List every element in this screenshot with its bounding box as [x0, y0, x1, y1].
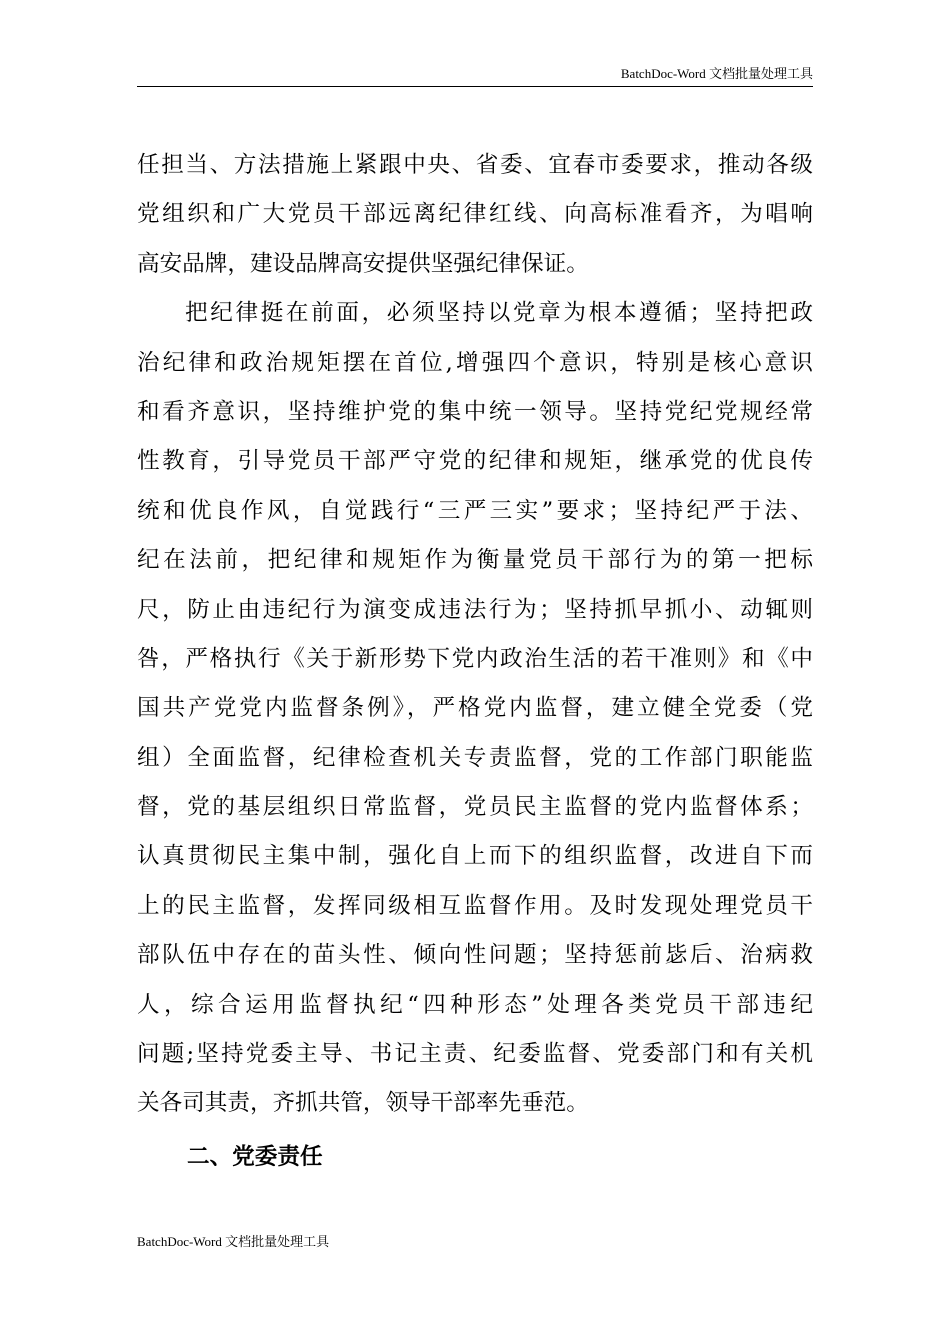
body-text — [137, 141, 813, 1129]
paragraph-line: 人，综合运用监督执纪“四种形态”处理各类党员干部违纪 — [137, 991, 813, 1018]
paragraph-line: 性教育，引导党员干部严守党的纪律和规矩，继承党的优良传 — [137, 448, 813, 475]
paragraph-line: 和看齐意识，坚持维护党的集中统一领导。坚持党纪党规经常 — [137, 398, 813, 425]
paragraph-line: 统和优良作风，自觉践行“三严三实”要求；坚持纪严于法、 — [137, 497, 813, 524]
paragraph-line: 咎，严格执行《关于新形势下党内政治生活的若干准则》和《中 — [137, 645, 813, 672]
paragraph-line: 组）全面监督，纪律检查机关专责监督，党的工作部门职能监 — [137, 744, 813, 771]
page-footer: BatchDoc-Word 文档批量处理工具 — [137, 1234, 330, 1249]
paragraph-line: 党组织和广大党员干部远离纪律红线、向高标准看齐，为唱响 — [137, 201, 813, 228]
header-text: BatchDoc-Word 文档批量处理工具 — [620, 66, 813, 81]
paragraph-line: 督，党的基层组织日常监督，党员民主监督的党内监督体系； — [137, 794, 813, 821]
paragraph-line: 关各司其责，齐抓共管，领导干部率先垂范。 — [137, 1090, 589, 1117]
paragraph-line: 治纪律和政治规矩摆在首位,增强四个意识，特别是核心意识 — [137, 349, 813, 376]
paragraph-line: 任担当、方法措施上紧跟中央、省委、宜春市委要求，推动各级 — [137, 152, 813, 178]
page-header — [137, 64, 813, 87]
paragraph-line: 高安品牌，建设品牌高安提供坚强纪律保证。 — [137, 250, 589, 277]
paragraph-line: 纪在法前，把纪律和规矩作为衡量党员干部行为的第一把标 — [137, 547, 813, 574]
paragraph-line: 问题;坚持党委主导、书记主责、纪委监督、党委部门和有关机 — [137, 1041, 813, 1068]
paragraph-line: 国共产党党内监督条例》，严格党内监督，建立健全党委（党 — [137, 695, 813, 722]
paragraph-line: 部队伍中存在的苗头性、倾向性问题；坚持惩前毖后、治病救 — [137, 942, 813, 969]
paragraph-line: 尺，防止由违纪行为演变成违法行为；坚持抓早抓小、动辄则 — [137, 596, 813, 623]
paragraph-line: 上的民主监督，发挥同级相互监督作用。及时发现处理党员干 — [137, 892, 813, 919]
paragraph-line: 认真贯彻民主集中制，强化自上而下的组织监督，改进自下而 — [137, 843, 813, 870]
section-heading: 二、党委责任 — [187, 1144, 323, 1170]
paragraph-line: 把纪律挺在前面，必须坚持以党章为根本遵循；坚持把政 — [185, 300, 813, 327]
